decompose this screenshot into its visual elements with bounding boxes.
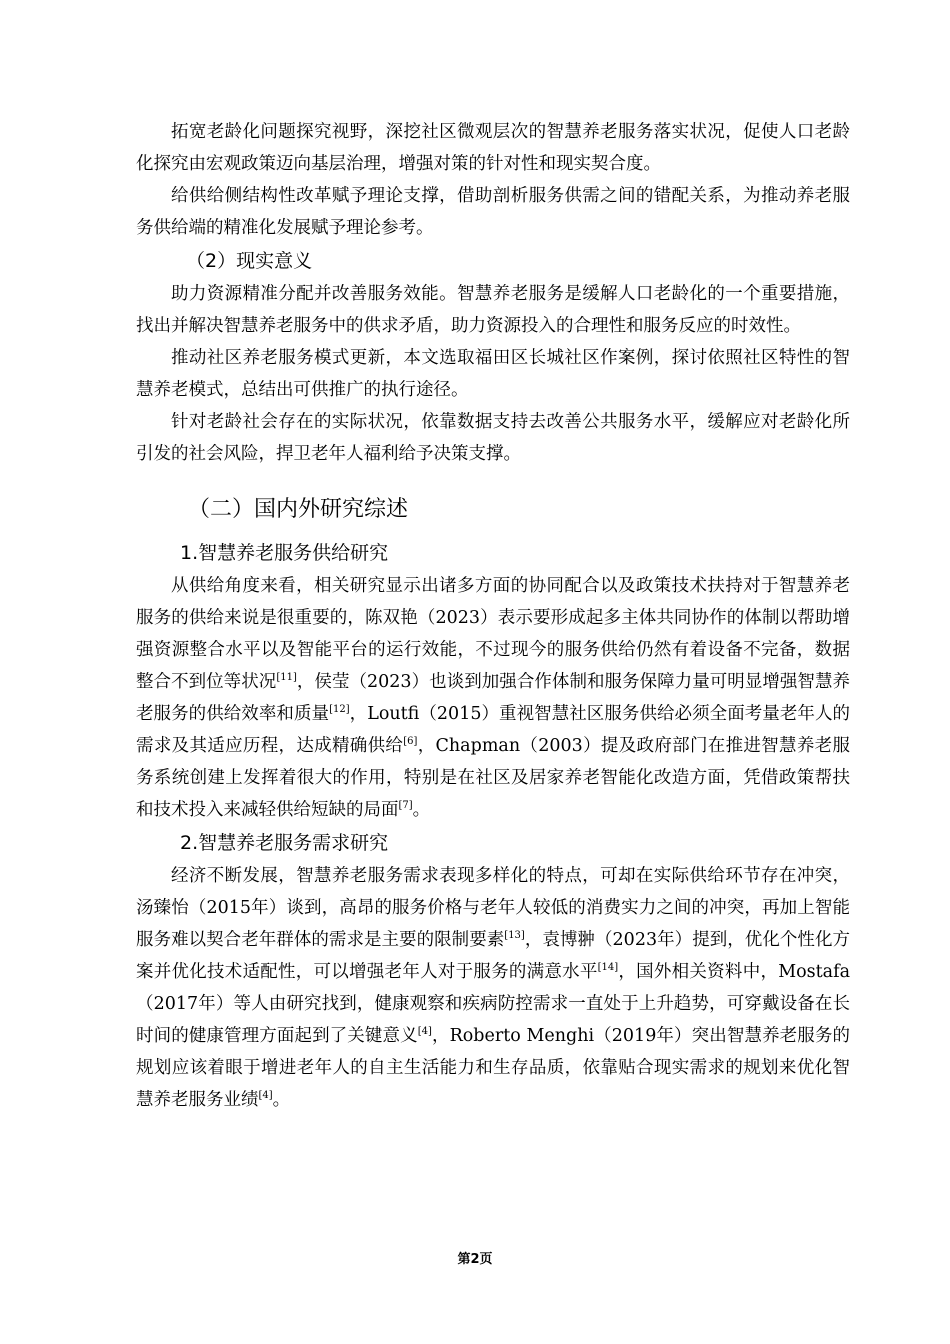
citation-13: [13] bbox=[504, 930, 525, 941]
citation-14: [14] bbox=[597, 962, 619, 973]
paragraph-practical-3: 针对老龄社会存在的实际状况，依靠数据支持去改善公共服务水平，缓解应对老龄化所引发的社会风险，捍卫老年人福利给予决策支撑。 bbox=[136, 412, 850, 464]
paragraph-theory-2: 给供给侧结构性改革赋予理论支撑，借助剖析服务供需之间的错配关系，为推动养老服务供给端的精准化发展赋予理论参考。 bbox=[136, 186, 850, 238]
paragraph-demand bbox=[136, 860, 850, 1116]
heading-supply-research: 1.智慧养老服务供给研究 bbox=[180, 542, 389, 564]
demand-text-3: ，国外相关资料中，Mostafa（2017年）等人由研究找到，健康观察和疾病防控需求一直处于上升趋势，可穿戴设备在长时间的健康管理方面起到了关键意义 bbox=[136, 962, 851, 1046]
paragraph-supply bbox=[136, 570, 850, 826]
supply-text-1: 从供给角度来看，相关研究显示出诸多方面的协同配合以及政策技术扶持对于智慧养老服务的供给来说是很重要的，陈双艳（2023）表示要形成起多主体共同协作的体制以帮助增强资源整合水平以及智能平台的运行效能，不过现今的服务供给仍然有着设备不完备，数据整合不到位等状况 bbox=[136, 576, 850, 692]
supply-text-end: 。 bbox=[412, 800, 431, 820]
paragraph-theory-1: 拓宽老龄化问题探究视野，深挖社区微观层次的智慧养老服务落实状况，促使人口老龄化探究由宏观政策迈向基层治理，增强对策的针对性和现实契合度。 bbox=[136, 122, 850, 174]
heading-demand-research: 2.智慧养老服务需求研究 bbox=[180, 832, 389, 854]
citation-4b: [4] bbox=[258, 1090, 273, 1101]
demand-text-4: ，Roberto Menghi（2019年）突出智慧养老服务的规划应该着眼于增进老年人的自主生活能力和生存品质，依靠贴合现实需求的规划来优化智慧养老服务业绩 bbox=[136, 1026, 850, 1110]
sub-heading-practical-significance: （2）现实意义 bbox=[186, 250, 313, 272]
supply-text-3: ，Loutfi（2015）重视智慧社区服务供给必须全面考量老年人的需求及其适应历程，达成精确供给 bbox=[136, 704, 851, 756]
citation-6: [6] bbox=[403, 736, 418, 747]
citation-12: [12] bbox=[329, 704, 350, 715]
citation-11: [11] bbox=[276, 672, 297, 683]
document-page bbox=[136, 116, 850, 1116]
citation-7: [7] bbox=[398, 800, 413, 811]
demand-text-2: ，袁博翀（2023年）提到，优化个性化方案并优化技术适配性，可以增强老年人对于服务的满意水平 bbox=[136, 930, 850, 982]
page-number-footer: 第2页 bbox=[457, 1252, 493, 1267]
section-heading-literature-review: （二）国内外研究综述 bbox=[188, 497, 409, 522]
paragraph-practical-1: 助力资源精准分配并改善服务效能。智慧养老服务是缓解人口老龄化的一个重要措施，找出并解决智慧养老服务中的供求矛盾，助力资源投入的合理性和服务反应的时效性。 bbox=[136, 284, 850, 336]
supply-text-2: ，侯莹（2023）也谈到加强合作体制和服务保障力量可明显增强智慧养老服务的供给效率和质量 bbox=[136, 672, 851, 724]
supply-text-4: ，Chapman（2003）提及政府部门在推进智慧养老服务系统创建上发挥着很大的作用，特别是在社区及居家养老智能化改造方面，凭借政策帮扶和技术投入来减轻供给短缺的局面 bbox=[136, 736, 850, 820]
paragraph-practical-2: 推动社区养老服务模式更新，本文选取福田区长城社区作案例，探讨依照社区特性的智慧养老模式，总结出可供推广的执行途径。 bbox=[136, 348, 850, 400]
demand-text-end: 。 bbox=[272, 1090, 291, 1110]
citation-4a: [4] bbox=[417, 1026, 432, 1037]
demand-text-1: 经济不断发展，智慧养老服务需求表现多样化的特点，可却在实际供给环节存在冲突，汤臻怡（2015年）谈到，高昂的服务价格与老年人较低的消费实力之间的冲突，再加上智能服务难以契合老年群体的需求是主要的限制要素 bbox=[136, 866, 850, 950]
